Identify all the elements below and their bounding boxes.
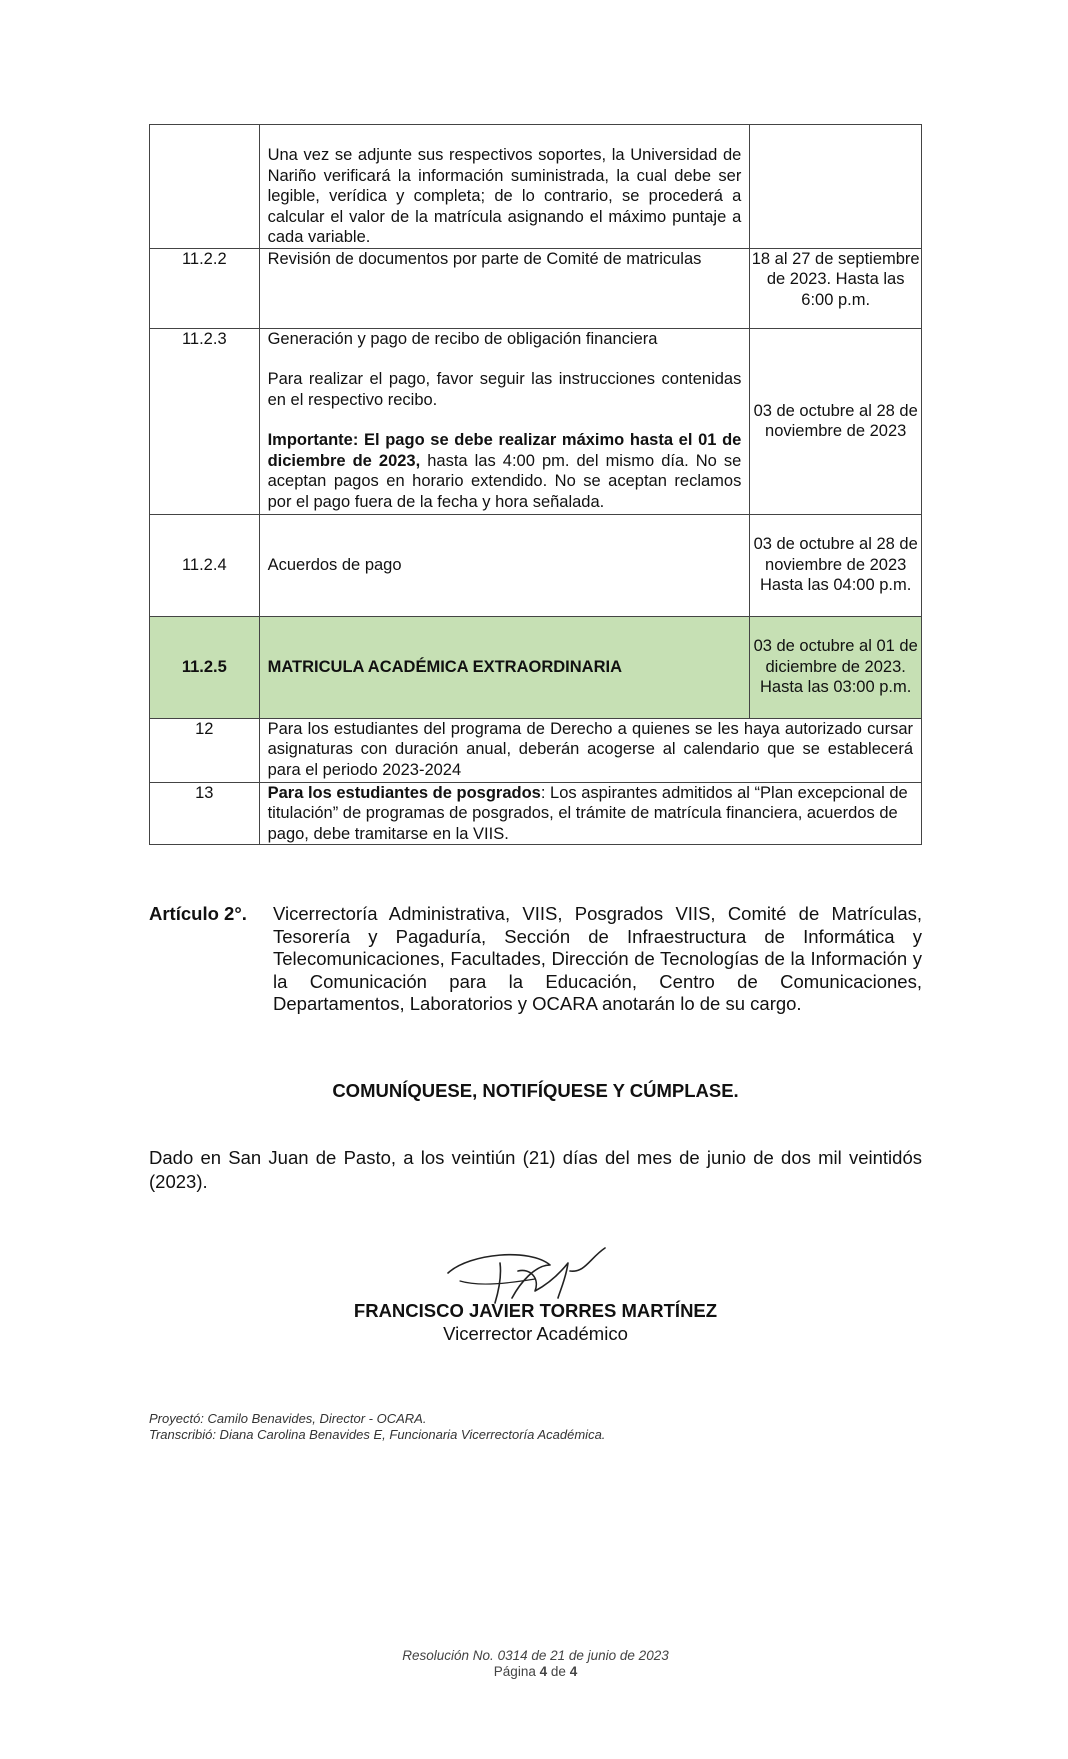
credits-prepared: Proyectó: Camilo Benavides, Director - OCARA. xyxy=(149,1411,427,1426)
signer-title: Vicerrector Académico xyxy=(443,1322,628,1344)
given-statement: Dado en San Juan de Pasto, a los veintiún (21) días del mes de junio de dos mil veintidós (2023). xyxy=(149,1147,922,1192)
table-row xyxy=(150,125,922,249)
row-date-cell xyxy=(750,125,922,249)
table-row xyxy=(150,514,922,616)
page-of: de xyxy=(550,1664,566,1679)
row-description: Acuerdos de pago xyxy=(259,514,750,616)
row-date: 18 al 27 de septiembre de 2023. Hasta las 6:00 p.m. xyxy=(750,248,922,328)
page-total: 4 xyxy=(569,1664,578,1679)
page-number xyxy=(149,1664,922,1680)
table-row xyxy=(150,328,922,514)
posgrados-text: : Los aspirantes admitidos al “Plan excepcional de titulación” de programas de posgrados, el trámite de matrícula financiera, acuerdos de pago, debe tramitarse en la VIIS. xyxy=(267,783,908,843)
row-description-cell xyxy=(259,782,921,845)
row-number: 11.2.2 xyxy=(150,248,260,328)
row-description: Revisión de documentos por parte de Comité de matriculas xyxy=(259,248,750,328)
credits-transcribed: Transcribió: Diana Carolina Benavides E, Funcionaria Vicerrectoría Académica. xyxy=(149,1427,606,1442)
posgrados-label: Para los estudiantes de posgrados xyxy=(267,783,541,802)
table-row xyxy=(150,718,922,782)
row-number: 12 xyxy=(150,718,260,782)
row-number: 11.2.4 xyxy=(150,514,260,616)
row-description-cell xyxy=(259,328,750,514)
closing-statement: COMUNÍQUESE, NOTIFÍQUESE Y CÚMPLASE. xyxy=(332,1080,739,1101)
important-note: Importante: El pago se debe realizar máximo hasta el 01 de diciembre de 2023, xyxy=(267,431,742,470)
row-description-important xyxy=(268,430,742,512)
footer-resolution: Resolución No. 0314 de 21 de junio de 2023 xyxy=(402,1648,669,1663)
important-note-rest: hasta las 4:00 pm. del mismo día. No se aceptan pagos en horario extendido. No se aceptan reclamos por el pago fuera de la fecha y hora señalada. xyxy=(267,451,742,511)
article-text: Vicerrectoría Administrativa, VIIS, Posgrados VIIS, Comité de Matrículas, Tesorería y Pagaduría, Sección de Infraestructura de Informática y Telecomunicaciones, Facultades, Dirección de Tecnologías de la Información y la Comunicación para la Educación, Centro de Comunicaciones, Departamentos, Laboratorios y OCARA anotarán lo de su cargo. xyxy=(273,903,922,1014)
row-description-title: Generación y pago de recibo de obligación financiera xyxy=(267,329,658,348)
row-date-cell xyxy=(750,514,922,616)
row-number: 13 xyxy=(150,782,260,845)
row-date-time: Hasta las 03:00 p.m. xyxy=(760,678,912,697)
row-number: 11.2.3 xyxy=(150,328,260,514)
row-date-cell xyxy=(750,616,922,718)
row-description: MATRICULA ACADÉMICA EXTRAORDINARIA xyxy=(259,616,750,718)
row-description: Para los estudiantes del programa de Derecho a quienes se les haya autorizado cursar asignaturas con duración anual, deberán acogerse al calendario que se establecerá para el periodo 2023-2024 xyxy=(259,718,921,782)
article-2 xyxy=(149,903,922,1016)
row-number-cell xyxy=(150,125,260,249)
page-word: Página xyxy=(493,1664,536,1679)
credits-block xyxy=(149,1411,605,1443)
row-date-time: Hasta las 04:00 p.m. xyxy=(760,576,912,595)
row-description: Una vez se adjunte sus respectivos soportes, la Universidad de Nariño verificará la información suministrada, la cual debe ser legible, verídica y completa; de lo contrario, se procederá a calcular el valor de la matrícula asignando el máximo puntaje a cada variable. xyxy=(267,146,742,246)
signer-block xyxy=(149,1300,922,1345)
row-date: 03 de octubre al 28 de noviembre de 2023 xyxy=(750,328,922,514)
page-current: 4 xyxy=(539,1664,548,1679)
table-row-highlighted xyxy=(150,616,922,718)
table-row xyxy=(150,248,922,328)
article-label: Artículo 2°. xyxy=(149,903,247,924)
row-date: 03 de octubre al 28 de noviembre de 2023 xyxy=(753,535,918,574)
signer-name: FRANCISCO JAVIER TORRES MARTÍNEZ xyxy=(353,1300,718,1321)
row-date: 03 de octubre al 01 de diciembre de 2023. xyxy=(753,637,918,676)
page-footer xyxy=(149,1648,922,1680)
row-number: 11.2.5 xyxy=(150,616,260,718)
row-description-cell xyxy=(259,125,750,249)
row-description-instructions: Para realizar el pago, favor seguir las instrucciones contenidas en el respectivo recibo. xyxy=(267,370,742,409)
table-row xyxy=(150,782,922,845)
schedule-table xyxy=(149,124,922,845)
